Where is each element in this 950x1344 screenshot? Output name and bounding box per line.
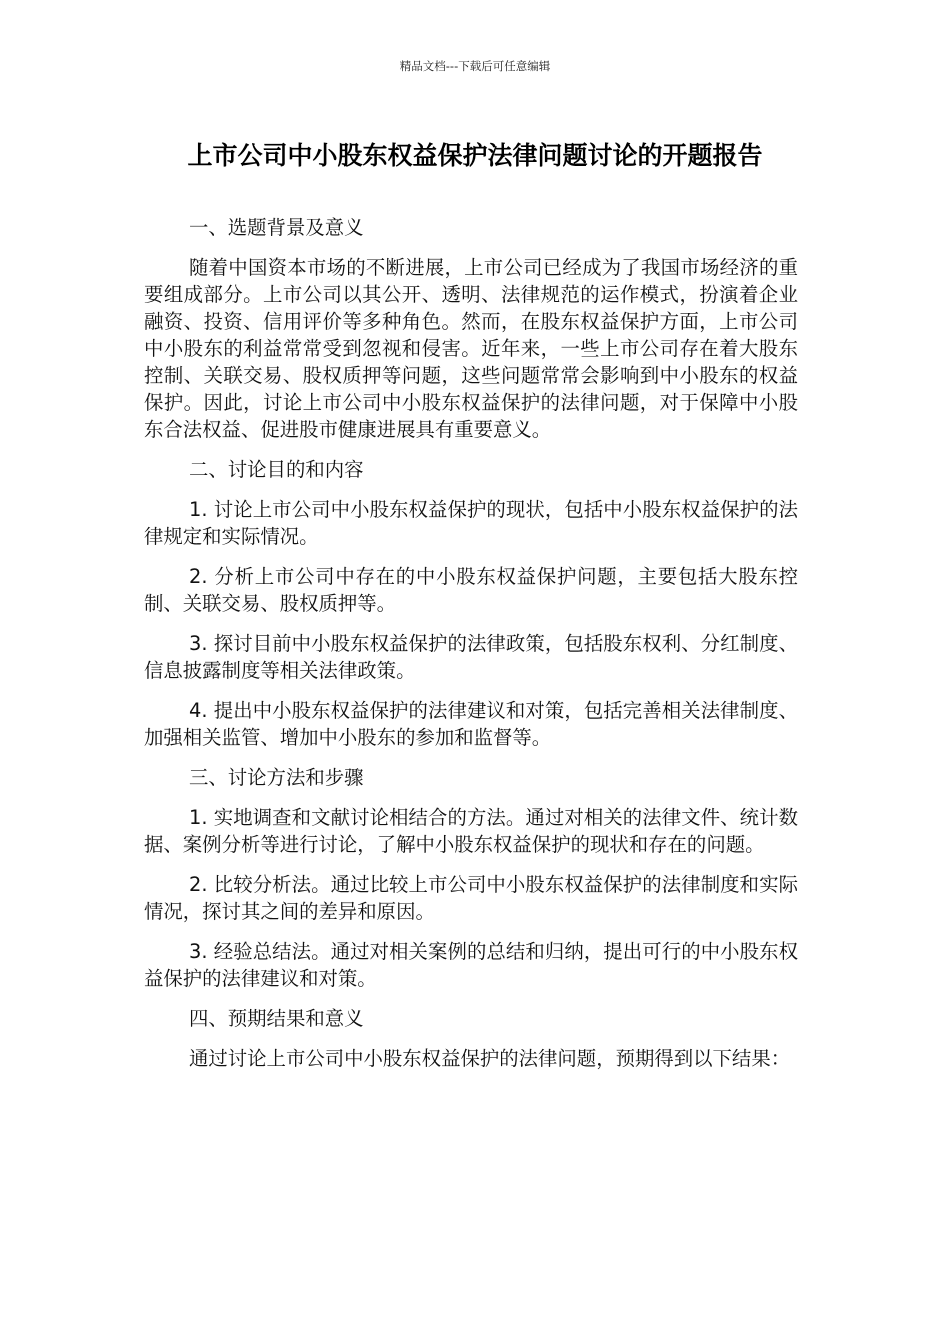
- paragraph-expected-results: 通过讨论上市公司中小股东权益保护的法律问题，预期得到以下结果：: [189, 1047, 791, 1070]
- purpose-item-3: 3. 探讨目前中小股东权益保护的法律政策，包括股东权利、分红制度、信息披露制度等相关法律政策。: [144, 632, 798, 682]
- method-item-3: 3. 经验总结法。通过对相关案例的总结和归纳，提出可行的中小股东权益保护的法律建议和对策。: [144, 940, 798, 990]
- purpose-item-2: 2. 分析上市公司中存在的中小股东权益保护问题，主要包括大股东控制、关联交易、股权质押等。: [144, 565, 798, 615]
- purpose-item-4: 4. 提出中小股东权益保护的法律建议和对策，包括完善相关法律制度、加强相关监管、增加中小股东的参加和监督等。: [144, 699, 798, 749]
- purpose-item-1: 1. 讨论上市公司中小股东权益保护的现状，包括中小股东权益保护的法律规定和实际情况。: [144, 498, 798, 548]
- section-heading-expected-results: 四、预期结果和意义: [189, 1007, 364, 1030]
- section-heading-methods: 三、讨论方法和步骤: [189, 766, 364, 789]
- document-body: [144, 214, 798, 1085]
- section-heading-background: 一、选题背景及意义: [189, 216, 364, 239]
- method-item-1: 1. 实地调查和文献讨论相结合的方法。通过对相关的法律文件、统计数据、案例分析等进行讨论，了解中小股东权益保护的现状和存在的问题。: [144, 806, 798, 856]
- paragraph-background: 随着中国资本市场的不断进展，上市公司已经成为了我国市场经济的重要组成部分。上市公司以其公开、透明、法律规范的运作模式，扮演着企业融资、投资、信用评价等多种角色。然而，在股东权益保护方面，上市公司中小股东的利益常常受到忽视和侵害。近年来，一些上市公司存在着大股东控制、关联交易、股权质押等问题，这些问题常常会影响到中小股东的权益保护。因此，讨论上市公司中小股东权益保护的法律问题，对于保障中小股东合法权益、促进股市健康进展具有重要意义。: [144, 256, 798, 441]
- section-heading-purpose: 二、讨论目的和内容: [189, 458, 364, 481]
- header-note: 精品文档---下载后可任意编辑: [399, 59, 551, 73]
- document-title: 上市公司中小股东权益保护法律问题讨论的开题报告: [187, 141, 763, 170]
- method-item-2: 2. 比较分析法。通过比较上市公司中小股东权益保护的法律制度和实际情况，探讨其之间的差异和原因。: [144, 873, 798, 923]
